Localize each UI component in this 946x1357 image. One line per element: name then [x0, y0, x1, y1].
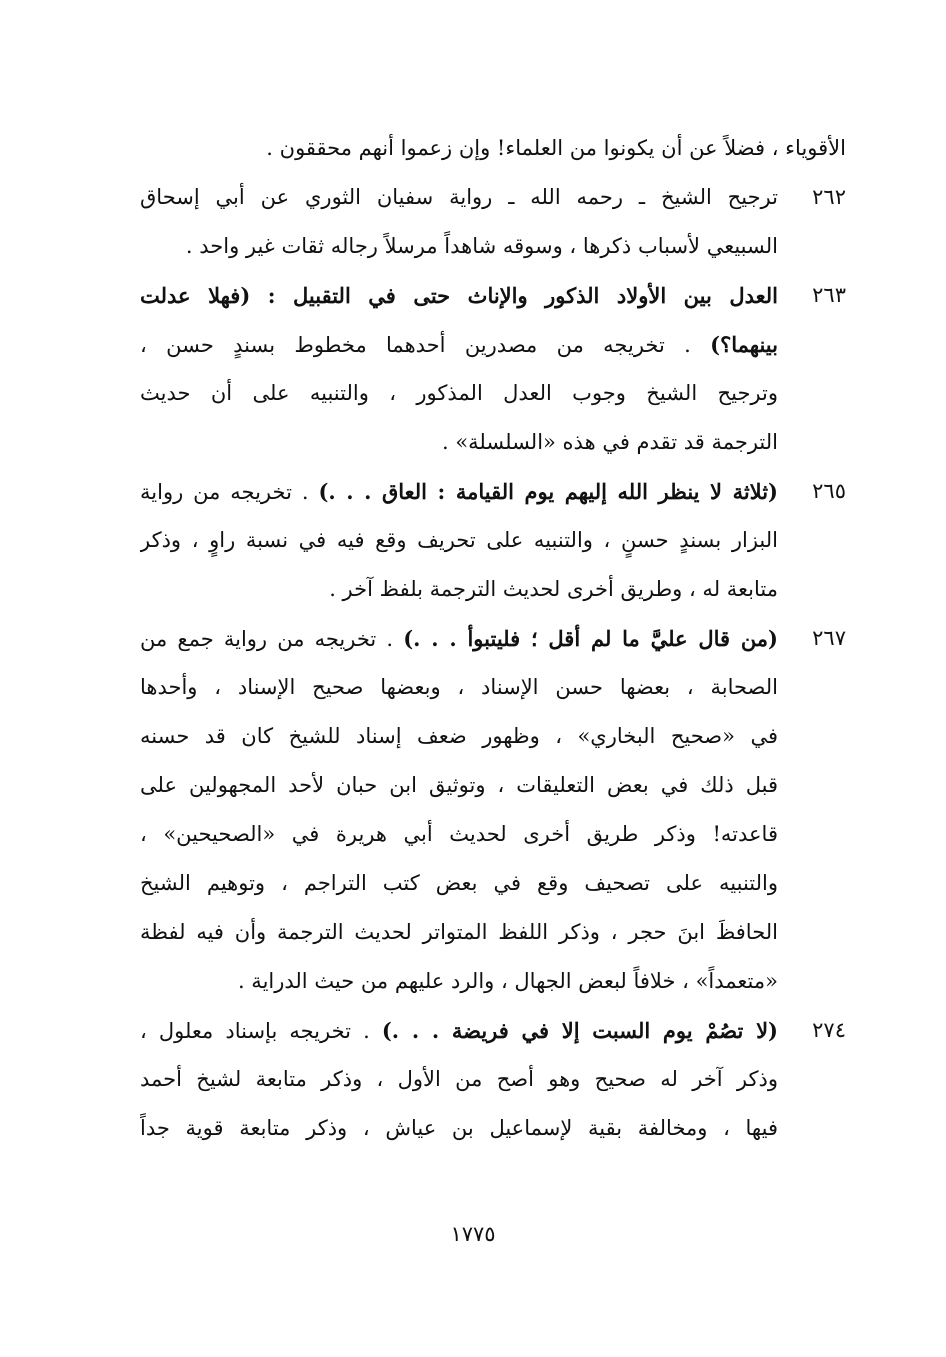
entry-title-end: بينهما؟) — [710, 332, 778, 357]
entry-text-line: السبيعي لأسباب ذكرها ، وسوقه شاهداً مرسلاً رجاله ثقات غير واحد . — [185, 234, 778, 258]
entry-265 — [140, 467, 846, 614]
entry-text-line: الترجمة قد تقدم في هذه «السلسلة» . — [441, 430, 778, 454]
entry-274 — [140, 1006, 846, 1153]
entry-267 — [140, 614, 846, 1006]
entry-number: ٢٦٢ — [812, 185, 846, 209]
entry-text-line — [140, 320, 778, 369]
entry-title-line — [140, 614, 778, 663]
entry-text: . تخريجه من مصدرين أحدهما مخطوط بسندٍ حسن ، — [140, 333, 691, 357]
entry-text-line: قبل ذلك في بعض التعليقات ، وتوثيق ابن حبان لأحد المجهولين على — [140, 773, 778, 797]
entry-title: (ثلاثة لا ينظر الله إليهم يوم القيامة : العاق . . .) — [318, 479, 778, 504]
entry-title: (من قال عليَّ ما لم أقل ؛ فليتبوأ . . .) — [403, 626, 778, 651]
entry-text-line: متابعة له ، وطريق أخرى لحديث الترجمة بلفظ آخر . — [329, 577, 778, 601]
entry-text-line: والتنبيه على تصحيف وقع في بعض كتب التراجم ، وتوهيم الشيخ — [140, 871, 778, 895]
entry-number: ٢٧٤ — [812, 1018, 846, 1042]
entry-263 — [140, 271, 846, 467]
entry-text-line: البزار بسندٍ حسنٍ ، والتنبيه على تحريف وقع فيه في نسبة راوٍ ، وذكر — [140, 528, 778, 552]
entry-number: ٢٦٥ — [812, 479, 846, 503]
entry-text: . تخريجه من رواية — [140, 480, 309, 504]
entry-text: . تخريجه بإسناد معلول ، — [140, 1019, 370, 1043]
entry-title-line — [140, 1006, 778, 1055]
entry-text-line: «متعمداً» ، خلافاً لبعض الجهال ، والرد عليهم من حيث الدراية . — [237, 969, 778, 993]
entry-number: ٢٦٣ — [812, 283, 846, 307]
entry-text-line: الحافظَ ابنَ حجر ، وذكر اللفظ المتواتر لحديث الترجمة وأن فيه لفظة — [140, 920, 778, 944]
entry-text-line: ترجيح الشيخ ـ رحمه الله ـ رواية سفيان الثوري عن أبي إسحاق — [140, 185, 778, 209]
entry-title-line: العدل بين الأولاد الذكور والإناث حتى في التقبيل : (فهلا عدلت — [140, 283, 778, 308]
entry-text-line: وترجيح الشيخ وجوب العدل المذكور ، والتنبيه على أن حديث — [140, 381, 778, 405]
entry-text-line: وذكر آخر له صحيح وهو أصح من الأول ، وذكر متابعة لشيخ أحمد — [140, 1067, 778, 1091]
entry-262 — [140, 173, 846, 271]
page-body — [140, 124, 846, 1153]
entry-text-line: فيها ، ومخالفة بقية لإسماعيل بن عياش ، وذكر متابعة قوية جداً — [140, 1116, 778, 1140]
entry-number: ٢٦٧ — [812, 626, 846, 650]
entry-title: (لا تصُمْ يوم السبت إلا في فريضة . . .) — [381, 1018, 778, 1043]
entry-text-line: قاعدته! وذكر طريق أخرى لحديث أبي هريرة في «الصحيحين» ، — [140, 822, 778, 846]
continuation-line: الأقوياء ، فضلاً عن أن يكونوا من العلماء! وإن زعموا أنهم محققون . — [266, 136, 846, 160]
entry-title-line — [140, 467, 778, 516]
page-number: ١٧٧٥ — [450, 1222, 496, 1246]
entry-text-line: الصحابة ، بعضها حسن الإسناد ، وبعضها صحيح الإسناد ، وأحدها — [140, 675, 778, 699]
entry-text: . تخريجه من رواية جمع من — [140, 627, 394, 651]
entry-text-line: في «صحيح البخاري» ، وظهور ضعف إسناد للشيخ كان قد حسنه — [140, 724, 778, 748]
